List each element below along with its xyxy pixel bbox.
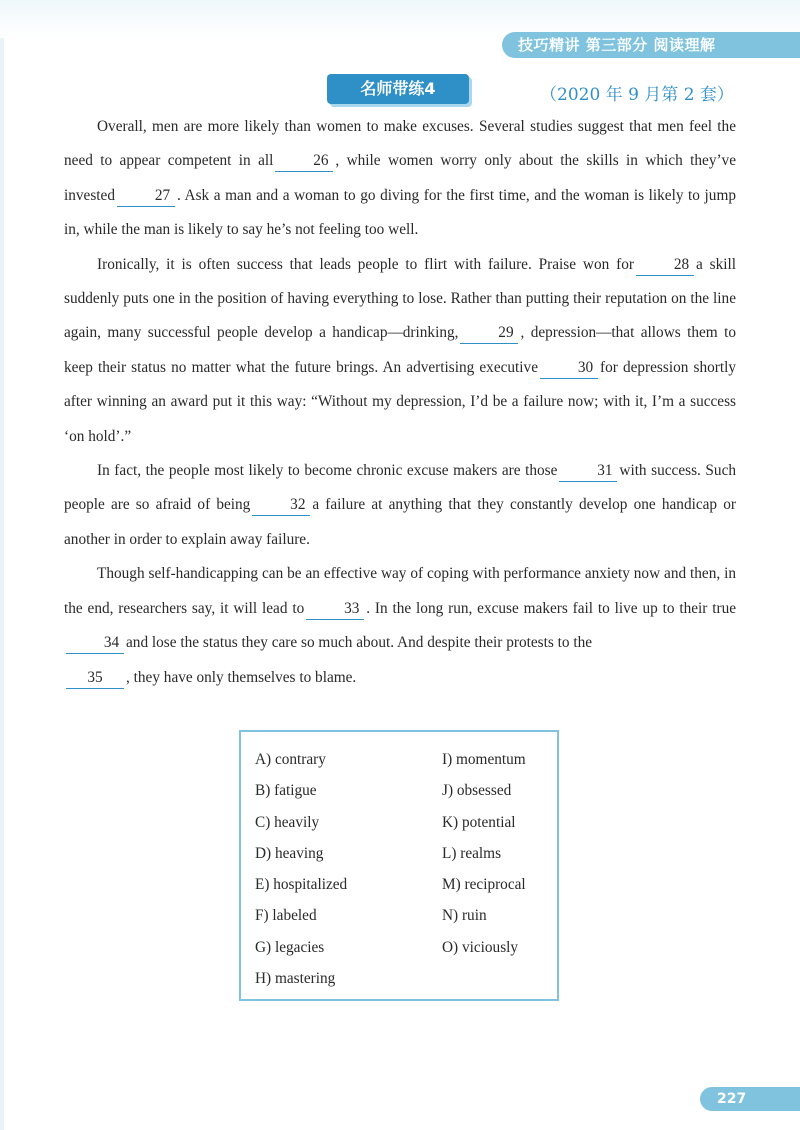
option-item[interactable]: A) contrary [255,751,326,768]
option-item[interactable]: I) momentum [442,751,526,768]
passage-text: . Ask a man and a woman to go diving for the first time, and the woman is likely to jump in, while the man is likely to say he’s not feeling too well. [64,186,736,239]
option-item[interactable]: N) ruin [442,907,487,925]
paragraph-1 [64,110,736,248]
word-bank-left-column [255,748,347,998]
exam-source-note: （2020 年 9 月第 2 套） [540,85,734,105]
option-item[interactable]: D) heaving [255,844,324,862]
passage-text: and lose the status they care so much about. And despite their protests to the [126,634,593,652]
passage-text: Overall, men are more likely than women to make excuses. Several studies suggest that men feel the need to appear competent in all [64,118,736,170]
option-item[interactable]: H) mastering [255,970,336,988]
option-item[interactable]: M) reciprocal [442,876,526,894]
option-item[interactable]: B) fatigue [255,782,317,800]
blank-35[interactable]: 35 [66,668,124,689]
option-item[interactable]: L) realms [442,844,502,862]
option-item[interactable]: K) potential [442,813,516,831]
option-item[interactable]: E) hospitalized [255,876,348,894]
option-item[interactable]: C) heavily [255,813,320,831]
reading-passage [64,110,736,695]
blank-29[interactable]: 29 [460,323,518,344]
blank-30[interactable]: 30 [540,358,598,379]
passage-text: for depression shortly after winning an award put it this way: “Without my depression, I’d be a failure now; with it, I’m a success ‘on hold’.” [64,358,736,445]
page-number: 227 [700,1087,800,1111]
section-tab: 技巧精讲 第三部分 阅读理解 [502,32,800,58]
blank-31[interactable]: 31 [559,461,617,482]
blank-26[interactable]: 26 [275,151,333,172]
exercise-title-badge: 名师带练4 [327,74,469,104]
blank-27[interactable]: 27 [117,186,175,207]
blank-33[interactable]: 33 [306,599,364,620]
scan-edge [0,0,4,1130]
passage-text: Though self-handicapping can be an effective way of coping with performance anxiety now and then, in the end, researchers say, it will lead to [64,565,736,617]
paragraph-3 [64,454,736,557]
blank-28[interactable]: 28 [636,255,694,276]
option-item[interactable]: J) obsessed [442,782,512,800]
paragraph-4 [64,557,736,660]
word-bank-box [239,730,559,1001]
passage-text: In fact, the people most likely to become chronic excuse makers are those [97,462,558,480]
option-item[interactable]: F) labeled [255,907,317,925]
passage-text: a skill suddenly puts one in the position of having everything to lose. Rather than putting their reputation on the line again, many successful people develop a handicap—drinking, [64,255,736,342]
paragraph-2 [64,248,736,454]
passage-text: Ironically, it is often success that leads people to flirt with failure. Praise won for [97,255,634,273]
passage-text: , depression—that allows them to keep their status no matter what the future brings. An advertising executive [64,324,737,376]
option-item[interactable]: O) viciously [442,938,519,956]
option-item[interactable]: G) legacies [255,938,325,956]
paragraph-4-cont [64,661,736,695]
passage-text: a failure at anything that they constantly develop one handicap or another in order to explain away failure. [64,496,736,548]
passage-text: , they have only themselves to blame. [126,668,357,686]
blank-32[interactable]: 32 [252,495,310,516]
blank-34[interactable]: 34 [66,633,124,654]
passage-text: with success. Such people are so afraid of being [64,462,737,514]
word-bank-right-column [442,748,526,967]
passage-text: . In the long run, excuse makers fail to live up to their true [366,599,737,617]
passage-text: , while women worry only about the skills in which they’ve invested [64,152,736,204]
